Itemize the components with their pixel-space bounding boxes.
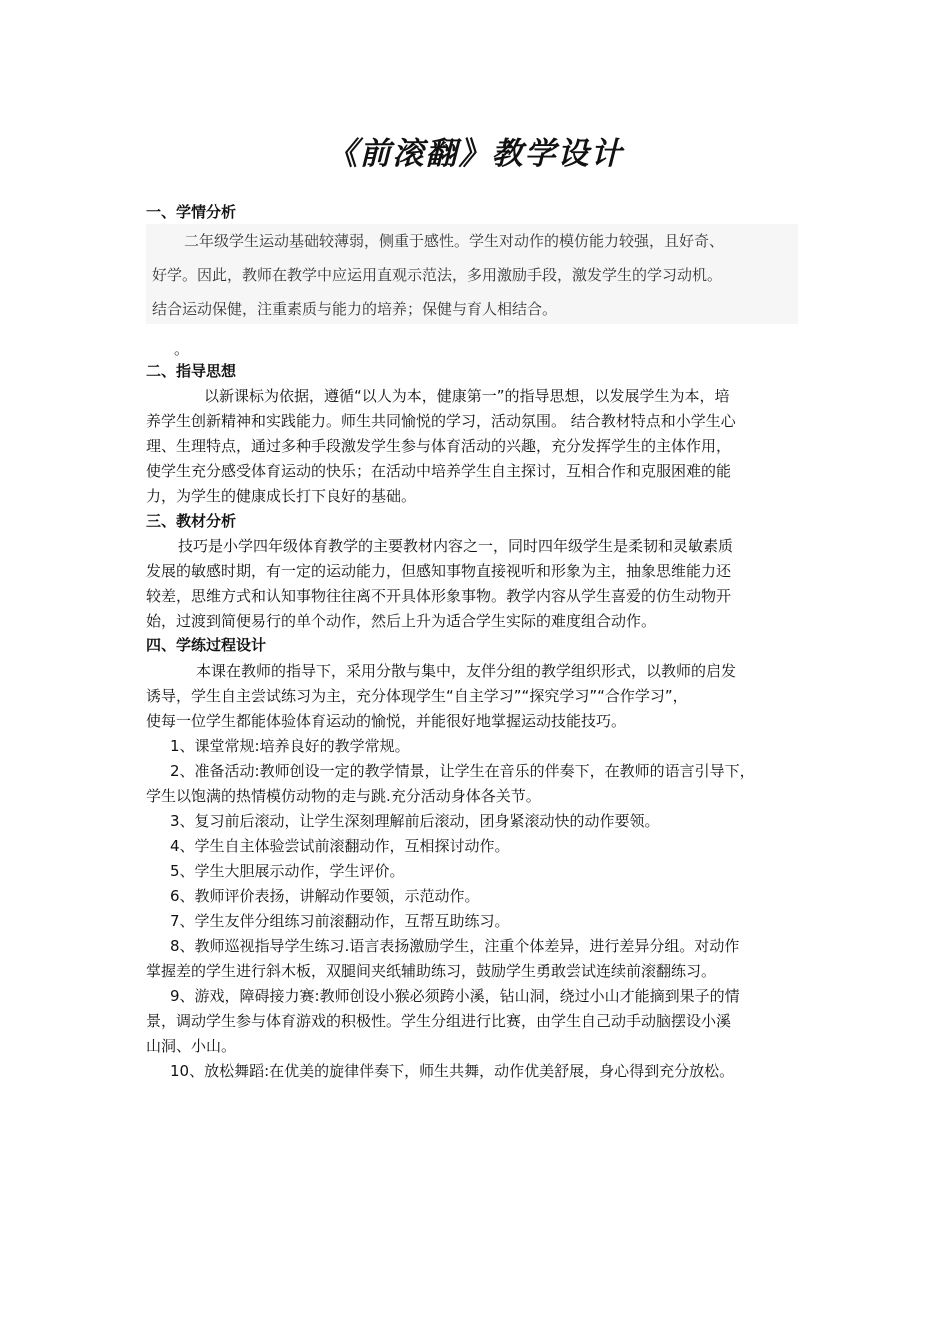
list-item-continuation: 山洞、小山。 bbox=[146, 1037, 237, 1055]
paragraph-line: 使学生充分感受体育运动的快乐；在活动中培养学生自主探讨，互相合作和克服困难的能 bbox=[146, 462, 732, 480]
list-item: 9、游戏，障碍接力赛:教师创设小猴必须跨小溪，钻山洞，绕过小山才能摘到果子的情 bbox=[170, 987, 740, 1005]
list-item: 1、课堂常规:培养良好的教学常规。 bbox=[170, 737, 410, 755]
paragraph-guiding bbox=[146, 384, 816, 509]
list-item: 8、教师巡视指导学生练习.语言表扬激励学生，注重个体差异，进行差异分组。对动作 bbox=[170, 937, 740, 955]
paragraph-line: 始，过渡到简便易行的单个动作，然后上升为适合学生实际的难度组合动作。 bbox=[146, 612, 657, 630]
paragraph-material bbox=[146, 534, 816, 634]
list-item-continuation: 掌握差的学生进行斜木板，双腿间夹纸辅助练习，鼓励学生勇敢尝试连续前滚翻练习。 bbox=[146, 962, 717, 980]
section-heading-3: 三、教材分析 bbox=[146, 512, 237, 530]
paragraph-process bbox=[146, 659, 816, 734]
section-heading-1: 一、学情分析 bbox=[146, 203, 237, 221]
paragraph-line: 理、生理特点，通过多种手段激发学生参与体育活动的兴趣，充分发挥学生的主体作用， bbox=[146, 437, 732, 455]
list-item: 4、学生自主体验尝试前滚翻动作，互相探讨动作。 bbox=[170, 837, 510, 855]
shaded-paragraph bbox=[146, 224, 798, 324]
process-steps bbox=[146, 734, 816, 1084]
section-heading-4: 四、学练过程设计 bbox=[146, 636, 267, 654]
paragraph-line: 使每一位学生都能体验体育运动的愉悦，并能很好地掌握运动技能技巧。 bbox=[146, 712, 627, 730]
list-item: 6、教师评价表扬，讲解动作要领，示范动作。 bbox=[170, 887, 480, 905]
document-title: 《前滚翻》教学设计 bbox=[326, 136, 624, 172]
paragraph-line: 结合运动保健，注重素质与能力的培养；保健与育人相结合。 bbox=[152, 300, 558, 318]
paragraph-line: 养学生创新精神和实践能力。师生共同愉悦的学习，活动氛围。 结合教材特点和小学生心 bbox=[146, 412, 736, 430]
paragraph-line: 力，为学生的健康成长打下良好的基础。 bbox=[146, 487, 417, 505]
paragraph-line: 发展的敏感时期，有一定的运动能力，但感知事物直接视听和形象为主，抽象思维能力还 bbox=[146, 562, 732, 580]
trailing-mark: 。 bbox=[174, 340, 190, 358]
list-item-continuation: 学生以饱满的热情模仿动物的走与跳.充分活动身体各关节。 bbox=[146, 787, 541, 805]
paragraph-line: 以新课标为依据，遵循“以人为本，健康第一”的指导思想，以发展学生为本，培 bbox=[204, 387, 730, 405]
list-item: 2、准备活动:教师创设一定的教学情景，让学生在音乐的伴奏下，在教师的语言引导下， bbox=[170, 762, 755, 780]
paragraph-line: 二年级学生运动基础较薄弱，侧重于感性。学生对动作的模仿能力较强，且好奇、 bbox=[184, 232, 725, 250]
list-item-continuation: 景，调动学生参与体育游戏的积极性。学生分组进行比赛，由学生自己动手动脑摆设小溪 bbox=[146, 1012, 732, 1030]
paragraph-line: 较差，思维方式和认知事物往往离不开具体形象事物。教学内容从学生喜爱的仿生动物开 bbox=[146, 587, 732, 605]
list-item: 7、学生友伴分组练习前滚翻动作，互帮互助练习。 bbox=[170, 912, 510, 930]
paragraph-line: 好学。因此，教师在教学中应运用直观示范法，多用激励手段，激发学生的学习动机。 bbox=[152, 266, 723, 284]
list-item: 3、复习前后滚动，让学生深刻理解前后滚动，团身紧滚动快的动作要领。 bbox=[170, 812, 660, 830]
paragraph-line: 诱导，学生自主尝试练习为主，充分体现学生“自主学习”“探究学习”“合作学习”， bbox=[146, 687, 688, 705]
paragraph-line: 技巧是小学四年级体育教学的主要教材内容之一，同时四年级学生是柔韧和灵敏素质 bbox=[178, 537, 734, 555]
paragraph-line: 本课在教师的指导下，采用分散与集中，友伴分组的教学组织形式，以教师的启发 bbox=[196, 662, 737, 680]
list-item: 10、放松舞蹈:在优美的旋律伴奏下，师生共舞，动作优美舒展，身心得到充分放松。 bbox=[170, 1062, 735, 1080]
section-heading-2: 二、指导思想 bbox=[146, 362, 237, 380]
list-item: 5、学生大胆展示动作，学生评价。 bbox=[170, 862, 405, 880]
